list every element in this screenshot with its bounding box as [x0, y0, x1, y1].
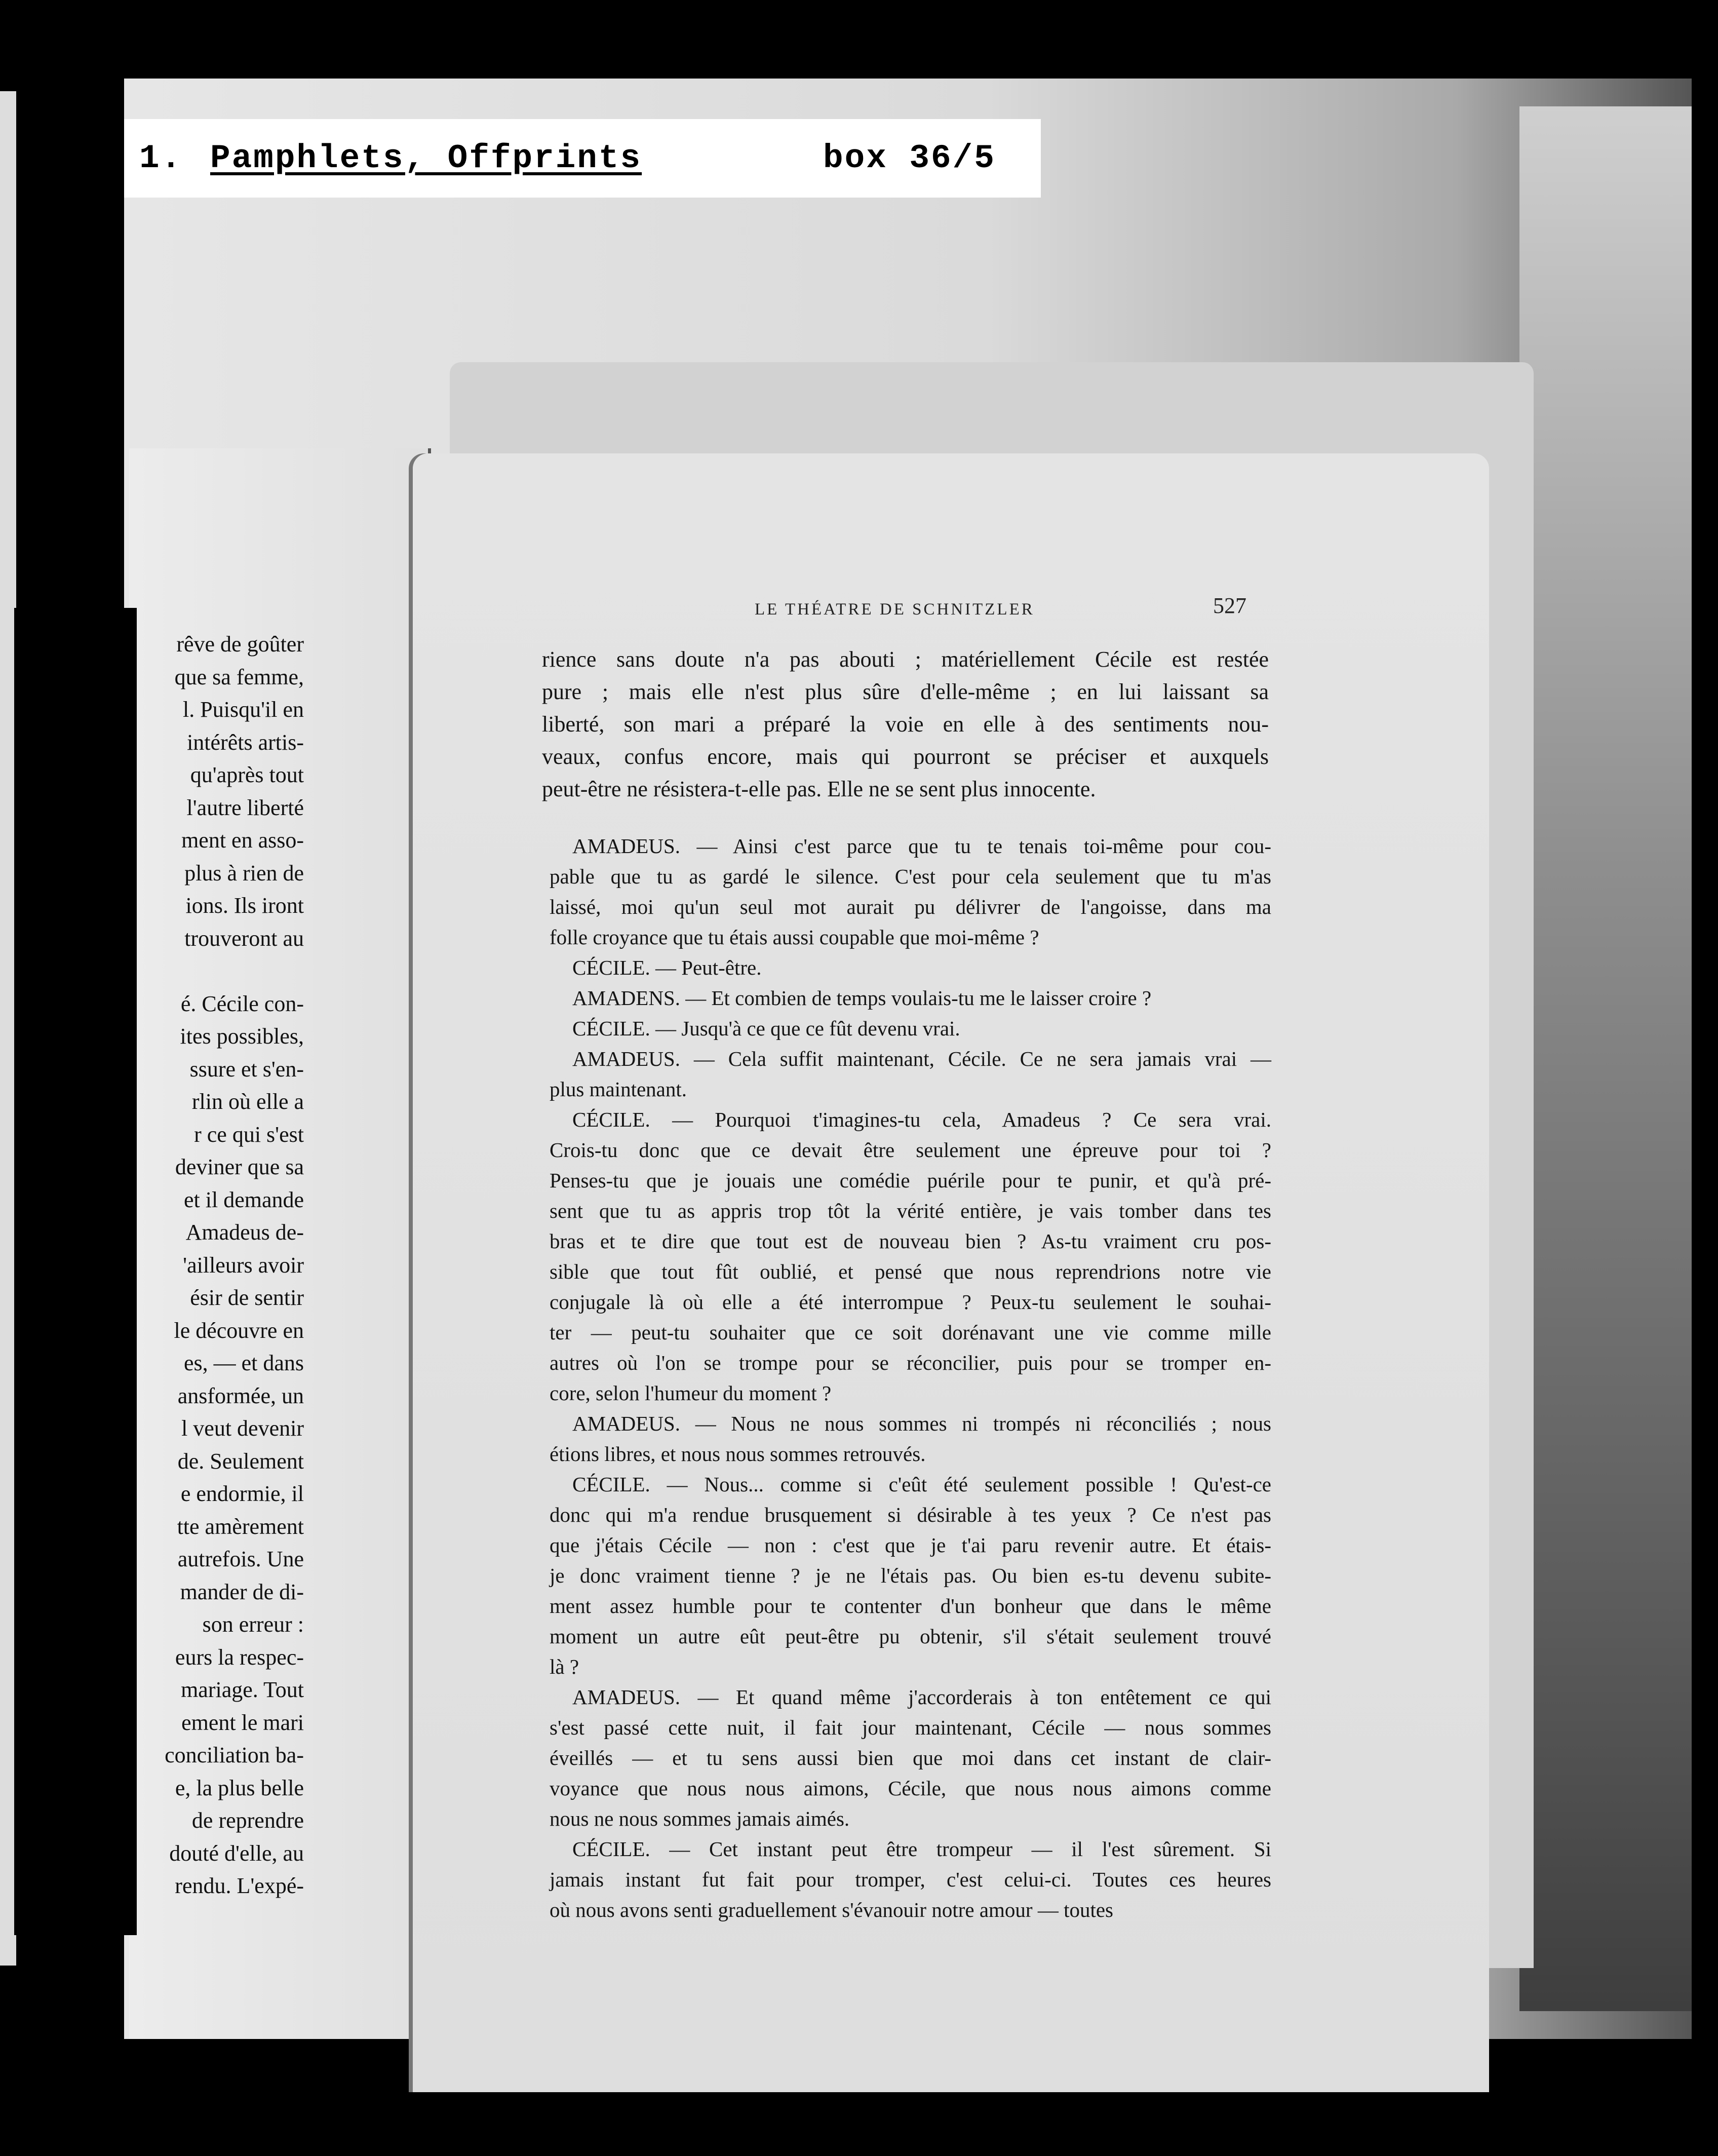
dialogue-line: jamais instant fut fait pour tromper, c'est celui-ci. Toutes ces heures — [550, 1868, 1271, 1891]
left-page-line: ement le mari — [181, 1710, 304, 1735]
dialogue-line: ment assez humble pour te contenter d'un bonheur que dans le même — [550, 1594, 1271, 1618]
left-page-line: de. Seulement — [177, 1448, 304, 1474]
body-line: peut-être ne résistera-t-elle pas. Elle ne se sent plus innocente. — [542, 777, 1096, 801]
dialogue-line: plus maintenant. — [550, 1077, 687, 1101]
dialogue-line: étions libres, et nous nous sommes retrouvés. — [550, 1442, 926, 1466]
dialogue-line: éveillés — et tu sens aussi bien que moi dans cet instant de clair- — [550, 1746, 1271, 1769]
speaker-name: CÉCILE. — [572, 1473, 650, 1496]
dialogue-line — [550, 1104, 1271, 1135]
speaker-name: CÉCILE. — [572, 1837, 650, 1861]
left-page-line: son erreur : — [202, 1612, 304, 1637]
speech-text: — Cela suffit maintenant, Cécile. Ce ne sera jamais vrai — — [680, 1047, 1271, 1070]
speaker-name: AMADEUS. — [572, 1412, 680, 1435]
left-page-line: rêve de goûter — [176, 632, 304, 657]
dialogue-line: que j'étais Cécile — non : c'est que je t'ai paru revenir autre. Et étais- — [550, 1533, 1271, 1557]
dialogue-line: Penses-tu que je jouais une comédie puérile pour te punir, et qu'à pré- — [550, 1169, 1271, 1192]
body-paragraph — [542, 643, 1269, 805]
dialogue-line: où nous avons senti graduellement s'évanouir notre amour — toutes — [550, 1898, 1114, 1921]
label-number: 1. — [139, 139, 183, 177]
dialogue-line: je donc vraiment tienne ? je ne l'étais pas. Ou bien es-tu devenu subite- — [550, 1564, 1271, 1587]
running-head: LE THÉATRE DE SCHNITZLER — [755, 600, 1035, 619]
dialogue-line: là ? — [550, 1655, 579, 1678]
left-page-line: rlin où elle a — [191, 1089, 304, 1114]
left-page-line: qu'après tout — [190, 762, 304, 787]
body-line: veaux, confus encore, mais qui pourront se préciser et auxquels — [542, 744, 1269, 769]
left-page-line: mariage. Tout — [181, 1677, 304, 1702]
left-page-line: ansformée, un — [177, 1383, 304, 1408]
speech-text: — Nous ne nous sommes ni trompés ni réconciliés ; nous — [680, 1412, 1271, 1435]
left-page-line: ites possibles, — [180, 1024, 304, 1049]
dialogue-line: donc qui m'a rendue brusquement si désirable à tes yeux ? Ce n'est pas — [550, 1503, 1271, 1526]
left-page-line: et il demande — [183, 1187, 304, 1212]
speaker-name: AMADEUS. — [572, 1685, 680, 1709]
dialogue-line: ter — peut-tu souhaiter que ce soit dorénavant une vie comme mille — [550, 1321, 1271, 1344]
left-page-line: 'ailleurs avoir — [183, 1252, 304, 1278]
left-page-line: eurs la respec- — [175, 1644, 304, 1670]
left-page-line: e, la plus belle — [175, 1775, 304, 1800]
speech-text: — Cet instant peut être trompeur — il l'est sûrement. Si — [650, 1837, 1271, 1861]
left-page-line: plus à rien de — [184, 860, 304, 885]
left-page-line: é. Cécile con- — [180, 991, 304, 1016]
dialogue-line: sent que tu as appris trop tôt la vérité entière, je vais tomber dans tes — [550, 1199, 1271, 1222]
left-page-line: autrefois. Une — [177, 1547, 304, 1571]
left-page-line: ions. Ils iront — [185, 893, 304, 918]
dialogue-line — [550, 1408, 1271, 1439]
speaker-name: AMADENS. — [572, 986, 680, 1010]
speech-text: — Nous... comme si c'eût été seulement possible ! Qu'est-ce — [650, 1473, 1271, 1496]
dialogue-line — [550, 1834, 1271, 1864]
dialogue-line: voyance que nous nous aimons, Cécile, que nous nous aimons comme — [550, 1777, 1271, 1800]
speaker-name: CÉCILE. — [572, 1108, 650, 1131]
dialogue-line — [550, 983, 1271, 1013]
page-number: 527 — [1213, 593, 1246, 618]
dialogue-line: Crois-tu donc que ce devait être seulement une épreuve pour toi ? — [550, 1138, 1271, 1162]
left-page-line: Amadeus de- — [185, 1220, 304, 1245]
left-page-line: conciliation ba- — [165, 1743, 304, 1767]
left-page-line: es, — et dans — [183, 1351, 304, 1375]
left-page-line: intérêts artis- — [187, 729, 304, 755]
left-page-line: r ce qui s'est — [194, 1122, 304, 1147]
archive-label — [124, 119, 1041, 198]
speech-text: — Peut-être. — [650, 956, 762, 979]
speech-text: — Et combien de temps voulais-tu me le laisser croire ? — [680, 986, 1152, 1010]
left-page-line: que sa femme, — [174, 664, 304, 689]
body-line: pure ; mais elle n'est plus sûre d'elle-même ; en lui laissant sa — [542, 679, 1269, 704]
speech-text: — Jusqu'à ce que ce fût devenu vrai. — [650, 1017, 960, 1040]
body-line: liberté, son mari a préparé la voie en elle à des sentiments nou- — [542, 712, 1269, 737]
dialogue-block — [550, 831, 1271, 1925]
left-page-line: ésir de sentir — [190, 1285, 304, 1310]
label-box-number: box 36/5 — [823, 139, 996, 177]
dialogue-line: nous ne nous sommes jamais aimés. — [550, 1807, 850, 1830]
speaker-name: AMADEUS. — [572, 1047, 680, 1070]
speaker-name: CÉCILE. — [572, 956, 650, 979]
dialogue-line: autres où l'on se trompe pour se réconcilier, puis pour se tromper en- — [550, 1351, 1271, 1374]
left-page-line: douté d'elle, au — [169, 1840, 304, 1866]
dialogue-line: moment un autre eût peut-être pu obtenir, s'il s'était seulement trouvé — [550, 1625, 1271, 1648]
body-line: rience sans doute n'a pas abouti ; matériellement Cécile est restée — [542, 647, 1269, 672]
dialogue-line — [550, 952, 1271, 983]
left-page-line: ment en asso- — [181, 828, 304, 853]
dialogue-line — [550, 1682, 1271, 1712]
dialogue-line — [550, 1044, 1271, 1074]
dialogue-line: sible que tout fût oublié, et pensé que nous reprendrions notre vie — [550, 1260, 1271, 1283]
left-page-line: deviner que sa — [175, 1154, 304, 1179]
folder-stack — [1519, 106, 1692, 2011]
left-page-line: le découvre en — [174, 1318, 304, 1343]
dialogue-line: core, selon l'humeur du moment ? — [550, 1381, 832, 1405]
dialogue-line: pable que tu as gardé le silence. C'est pour cela seulement que tu m'as — [550, 865, 1271, 888]
label-category: Pamphlets, Offprints — [210, 139, 642, 177]
dialogue-line — [550, 1013, 1271, 1044]
speech-text: — Pourquoi t'imagines-tu cela, Amadeus ? Ce sera vrai. — [650, 1108, 1271, 1131]
dialogue-line: conjugale là où elle a été interrompue ? Peux-tu seulement le souhai- — [550, 1290, 1271, 1314]
speech-text: — Ainsi c'est parce que tu te tenais toi-même pour cou- — [680, 834, 1271, 858]
left-page-line: tte amèrement — [177, 1514, 304, 1539]
left-page-line: rendu. L'expé- — [175, 1873, 304, 1898]
left-page-line: l veut devenir — [181, 1416, 304, 1441]
dialogue-line: s'est passé cette nuit, il fait jour maintenant, Cécile — nous sommes — [550, 1716, 1271, 1739]
left-page-line: de reprendre — [191, 1808, 304, 1833]
dialogue-line — [550, 831, 1271, 861]
dialogue-line: folle croyance que tu étais aussi coupable que moi-même ? — [550, 926, 1039, 949]
dialogue-line: bras et te dire que tout est de nouveau bien ? As-tu vraiment cru pos- — [550, 1229, 1271, 1253]
speaker-name: AMADEUS. — [572, 834, 680, 858]
dialogue-line — [550, 1469, 1271, 1499]
speech-text: — Et quand même j'accorderais à ton entêtement ce qui — [680, 1685, 1271, 1709]
left-page-line: mander de di- — [180, 1579, 304, 1604]
dialogue-line: laissé, moi qu'un seul mot aurait pu délivrer de l'angoisse, dans ma — [550, 895, 1271, 918]
left-page-line: trouveront au — [184, 926, 304, 951]
left-page-line: e endormie, il — [180, 1481, 304, 1506]
binding-shadow — [14, 608, 137, 1935]
left-page-line: l'autre liberté — [186, 795, 304, 820]
left-page-line: l. Puisqu'il en — [183, 697, 304, 722]
speaker-name: CÉCILE. — [572, 1017, 650, 1040]
left-page-line — [129, 955, 304, 988]
left-page-text — [129, 628, 304, 1925]
left-page-line: ssure et s'en- — [189, 1056, 304, 1082]
